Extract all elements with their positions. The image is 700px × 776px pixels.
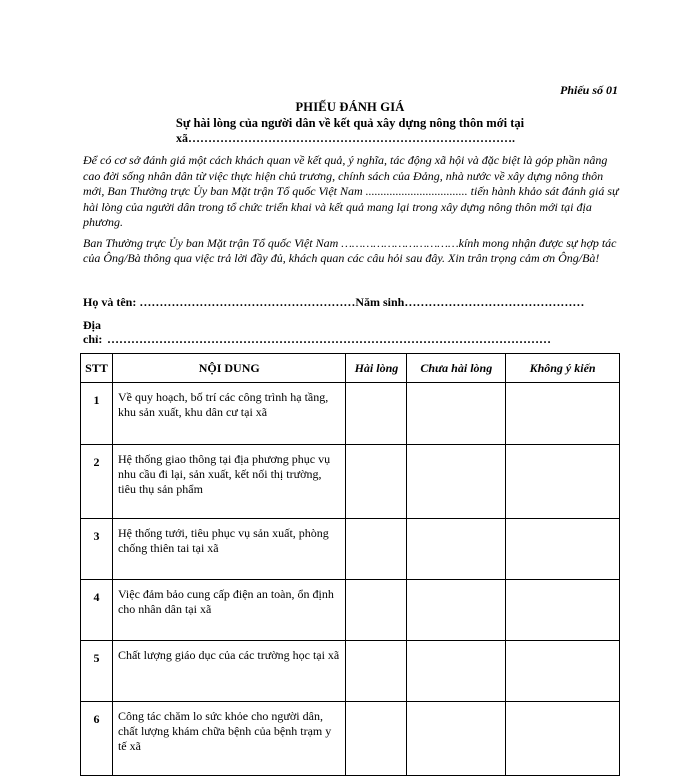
form-subtitle: Sự hài lòng của người dân về kết quả xây dựng nông thôn mới tại: [175, 116, 525, 130]
intro-paragraph-1: Để có cơ sở đánh giá một cách khách quan về kết quả, ý nghĩa, tác động xã hội và đặc biệt là góp phần nâng cao đời sống nhân dân từ việc thực hiện chủ trương, chính sách của Đảng, nhà nước về xây dựng nông thôn mới, Ban Thường trực Ủy ban Mặt trận Tổ quốc Việt Nam .................................. tiến hành khảo sát đánh giá sự hài lòng của người dân trong tổ chức triển khai và kết quả mang lại trong xây dựng nông thôn mới tại địa phương.: [83, 153, 619, 229]
row-number: 3: [81, 519, 113, 580]
table-header-row: [81, 354, 620, 383]
satisfied-cell[interactable]: [346, 445, 407, 519]
row-number: 4: [81, 580, 113, 641]
not-satisfied-cell[interactable]: [407, 445, 506, 519]
row-number: 2: [81, 445, 113, 519]
header-content: NỘI DUNG: [112, 354, 346, 383]
no-opinion-cell[interactable]: [506, 383, 620, 445]
header-not-satisfied: Chưa hài lòng: [407, 354, 506, 383]
not-satisfied-cell[interactable]: [407, 519, 506, 580]
no-opinion-cell[interactable]: [506, 580, 620, 641]
table-row: [81, 702, 620, 776]
header-stt: STT: [81, 354, 113, 383]
satisfied-cell[interactable]: [346, 702, 407, 776]
not-satisfied-cell[interactable]: [407, 383, 506, 445]
no-opinion-cell[interactable]: [506, 445, 620, 519]
satisfied-cell[interactable]: [346, 580, 407, 641]
row-content: Về quy hoạch, bố trí các công trình hạ tầng, khu sản xuất, khu dân cư tại xã: [112, 383, 346, 445]
header-no-opinion: Không ý kiến: [506, 354, 620, 383]
satisfied-cell[interactable]: [346, 641, 407, 702]
row-number: 5: [81, 641, 113, 702]
table-row: [81, 519, 620, 580]
row-content: Công tác chăm lo sức khỏe cho người dân, chất lượng khám chữa bệnh của bệnh trạm y tế xã: [112, 702, 346, 776]
not-satisfied-cell[interactable]: [407, 702, 506, 776]
form-number: Phiếu số 01: [559, 83, 618, 97]
row-content: Việc đảm bảo cung cấp điện an toàn, ổn định cho nhân dân tại xã: [112, 580, 346, 641]
row-content: Hệ thống giao thông tại địa phương phục vụ nhu cầu đi lại, sản xuất, kết nối thị trường, tiêu thụ sản phẩm: [112, 445, 346, 519]
row-number: 1: [81, 383, 113, 445]
satisfied-cell[interactable]: [346, 383, 407, 445]
intro-paragraph-2: Ban Thường trực Ủy ban Mặt trận Tổ quốc Việt Nam ……………………………kính mong nhận được sự hợp tác của Ông/Bà thông qua việc trả lời đầy đủ, khách quan các câu hỏi sau đây. Xin trân trọng cảm ơn Ông/Bà!: [83, 235, 617, 265]
row-content: Hệ thống tưới, tiêu phục vụ sản xuất, phòng chống thiên tai tại xã: [112, 519, 346, 580]
name-birthyear-field[interactable]: Họ và tên: ………………………………………………Năm sinh………………………………………: [83, 295, 585, 309]
form-title: PHIẾU ĐÁNH GIÁ: [295, 100, 405, 114]
address-field[interactable]: …………………………………………………………………………………………………: [107, 332, 551, 346]
no-opinion-cell[interactable]: [506, 702, 620, 776]
survey-table: [80, 353, 620, 776]
form-subtitle-commune: xã……………………………………………………………………….: [176, 131, 515, 145]
no-opinion-cell[interactable]: [506, 641, 620, 702]
table-row: [81, 641, 620, 702]
header-satisfied: Hài lòng: [346, 354, 407, 383]
not-satisfied-cell[interactable]: [407, 641, 506, 702]
address-label: Địa chỉ:: [83, 318, 103, 346]
satisfied-cell[interactable]: [346, 519, 407, 580]
table-row: [81, 445, 620, 519]
not-satisfied-cell[interactable]: [407, 580, 506, 641]
table-row: [81, 383, 620, 445]
row-number: 6: [81, 702, 113, 776]
table-row: [81, 580, 620, 641]
row-content: Chất lượng giáo dục của các trường học tại xã: [112, 641, 346, 702]
no-opinion-cell[interactable]: [506, 519, 620, 580]
intro-text: [83, 153, 623, 272]
